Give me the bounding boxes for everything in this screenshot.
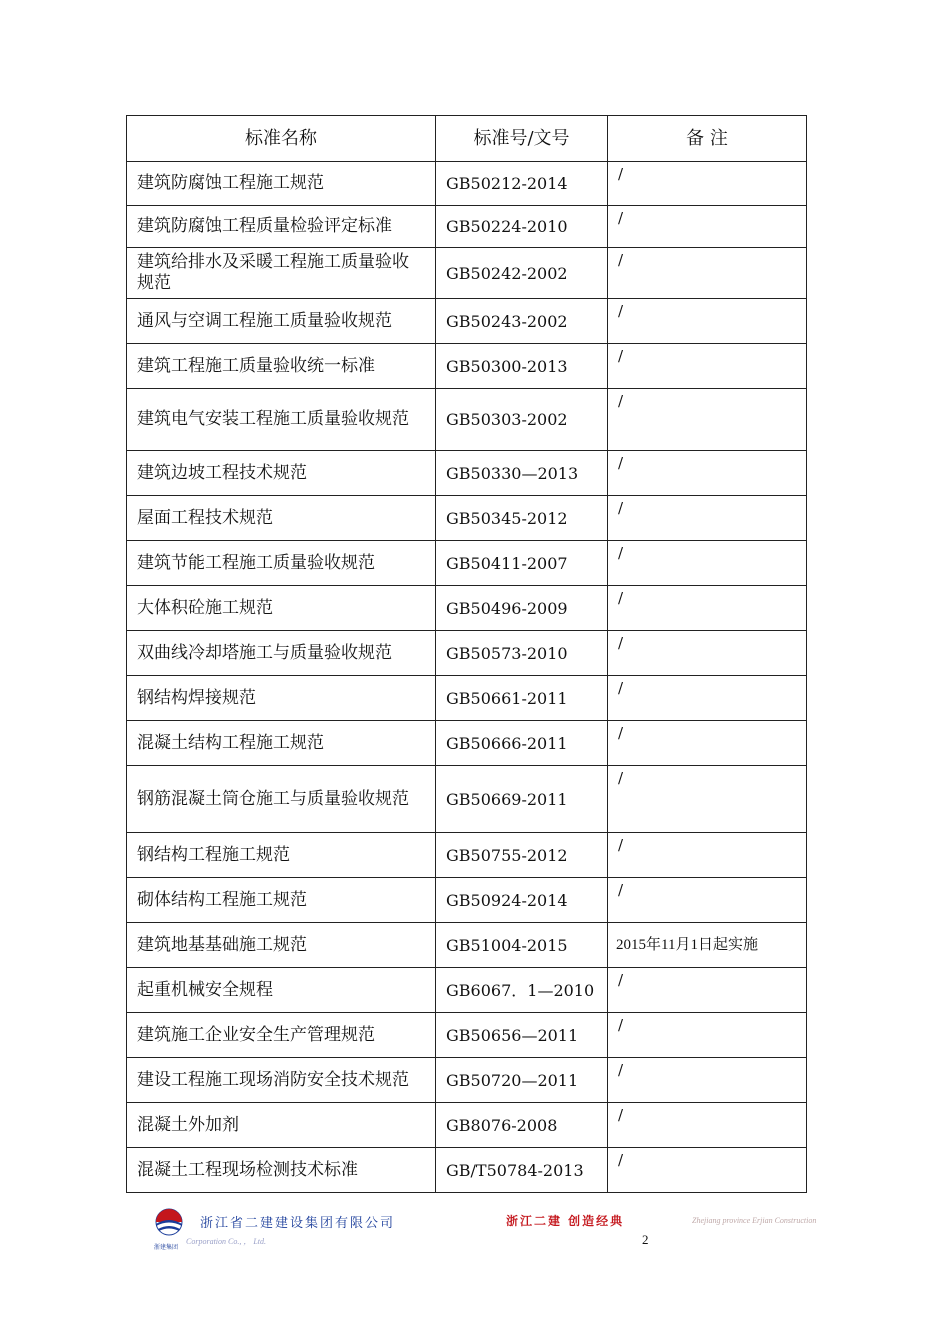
standard-name-cell: 建筑防腐蚀工程质量检验评定标准	[127, 206, 436, 248]
table-row	[127, 206, 807, 248]
remark-cell: /	[608, 586, 807, 631]
standard-code-cell: GB50411-2007	[436, 541, 608, 586]
table-row	[127, 299, 807, 344]
standard-name-cell: 通风与空调工程施工质量验收规范	[127, 299, 436, 344]
page-number: 2	[642, 1232, 649, 1247]
slogan: 浙江二建 创造经典	[506, 1214, 625, 1228]
remark-cell: /	[608, 1058, 807, 1103]
logo-caption: 浙建集团	[154, 1244, 179, 1251]
standard-name-cell: 建筑地基基础施工规范	[127, 923, 436, 968]
remark-cell: /	[608, 299, 807, 344]
remark-cell: /	[608, 1013, 807, 1058]
remark-cell: /	[608, 833, 807, 878]
remark-cell: /	[608, 344, 807, 389]
standard-code-cell: GB50224-2010	[436, 206, 608, 248]
standard-code-cell: GB6067．1—2010	[436, 968, 608, 1013]
standard-code-cell: GB50669-2011	[436, 766, 608, 833]
table-row	[127, 1058, 807, 1103]
company-name-en-right: Zhejiang province Erjian Construction	[692, 1216, 817, 1225]
table-row	[127, 676, 807, 721]
standard-code-cell: GB50242-2002	[436, 248, 608, 299]
table-row	[127, 389, 807, 451]
standard-name-cell: 砌体结构工程施工规范	[127, 878, 436, 923]
header-code: 标准号/文号	[436, 116, 608, 162]
remark-cell: /	[608, 162, 807, 206]
standard-name-cell: 屋面工程技术规范	[127, 496, 436, 541]
table-row	[127, 451, 807, 496]
standard-code-cell: GB50720—2011	[436, 1058, 608, 1103]
standard-name-cell: 建筑防腐蚀工程施工规范	[127, 162, 436, 206]
standard-code-cell: GB50330—2013	[436, 451, 608, 496]
standard-code-cell: GB50755-2012	[436, 833, 608, 878]
standard-code-cell: GB50212-2014	[436, 162, 608, 206]
standard-name-cell: 建筑边坡工程技术规范	[127, 451, 436, 496]
standard-name-cell: 建筑节能工程施工质量验收规范	[127, 541, 436, 586]
table-row	[127, 1148, 807, 1193]
company-name-cn: 浙江省二建建设集团有限公司	[200, 1216, 396, 1231]
remark-cell: /	[608, 541, 807, 586]
remark-cell: /	[608, 1148, 807, 1193]
table-row	[127, 968, 807, 1013]
table-row	[127, 631, 807, 676]
standard-name-cell: 建筑施工企业安全生产管理规范	[127, 1013, 436, 1058]
header-name: 标准名称	[127, 116, 436, 162]
remark-cell: /	[608, 1103, 807, 1148]
remark-cell: /	[608, 631, 807, 676]
standard-code-cell: GB50666-2011	[436, 721, 608, 766]
table-row	[127, 1013, 807, 1058]
table-row	[127, 248, 807, 299]
table-header-row	[127, 116, 807, 162]
remark-cell: 2015年11月1日起实施	[608, 923, 807, 968]
standard-code-cell: GB50300-2013	[436, 344, 608, 389]
company-name-en: Corporation Co., ， Ltd.	[186, 1237, 267, 1246]
standard-name-cell: 建筑给排水及采暖工程施工质量验收规范	[127, 248, 436, 299]
standard-code-cell: GB50924-2014	[436, 878, 608, 923]
remark-cell: /	[608, 878, 807, 923]
standard-code-cell: GB50303-2002	[436, 389, 608, 451]
standard-code-cell: GB50496-2009	[436, 586, 608, 631]
table-row	[127, 496, 807, 541]
remark-cell: /	[608, 721, 807, 766]
table-row	[127, 766, 807, 833]
remark-cell: /	[608, 676, 807, 721]
table-row	[127, 344, 807, 389]
standard-name-cell: 钢结构工程施工规范	[127, 833, 436, 878]
standard-name-cell: 建筑电气安装工程施工质量验收规范	[127, 389, 436, 451]
table-row	[127, 721, 807, 766]
standard-code-cell: GB50243-2002	[436, 299, 608, 344]
standard-name-cell: 混凝土外加剂	[127, 1103, 436, 1148]
standard-name-cell: 双曲线冷却塔施工与质量验收规范	[127, 631, 436, 676]
standard-name-cell: 混凝土结构工程施工规范	[127, 721, 436, 766]
standard-code-cell: GB50661-2011	[436, 676, 608, 721]
table-row	[127, 923, 807, 968]
remark-cell: /	[608, 451, 807, 496]
table-row	[127, 586, 807, 631]
standard-name-cell: 钢筋混凝土筒仓施工与质量验收规范	[127, 766, 436, 833]
remark-cell: /	[608, 968, 807, 1013]
table-row	[127, 541, 807, 586]
standard-name-cell: 建设工程施工现场消防安全技术规范	[127, 1058, 436, 1103]
standard-name-cell: 混凝土工程现场检测技术标准	[127, 1148, 436, 1193]
standard-code-cell: GB50573-2010	[436, 631, 608, 676]
table-row	[127, 833, 807, 878]
standard-code-cell: GB/T50784-2013	[436, 1148, 608, 1193]
standard-code-cell: GB51004-2015	[436, 923, 608, 968]
table-row	[127, 162, 807, 206]
remark-cell: /	[608, 248, 807, 299]
standard-code-cell: GB50656—2011	[436, 1013, 608, 1058]
remark-cell: /	[608, 766, 807, 833]
standard-name-cell: 大体积砼施工规范	[127, 586, 436, 631]
remark-cell: /	[608, 389, 807, 451]
page-footer	[0, 1200, 950, 1280]
table-row	[127, 878, 807, 923]
remark-cell: /	[608, 496, 807, 541]
remark-cell: /	[608, 206, 807, 248]
standard-code-cell: GB50345-2012	[436, 496, 608, 541]
standard-name-cell: 起重机械安全规程	[127, 968, 436, 1013]
standard-code-cell: GB8076-2008	[436, 1103, 608, 1148]
standard-name-cell: 钢结构焊接规范	[127, 676, 436, 721]
header-remark: 备 注	[608, 116, 807, 162]
standards-table	[126, 115, 807, 1193]
table-row	[127, 1103, 807, 1148]
standard-name-cell: 建筑工程施工质量验收统一标准	[127, 344, 436, 389]
